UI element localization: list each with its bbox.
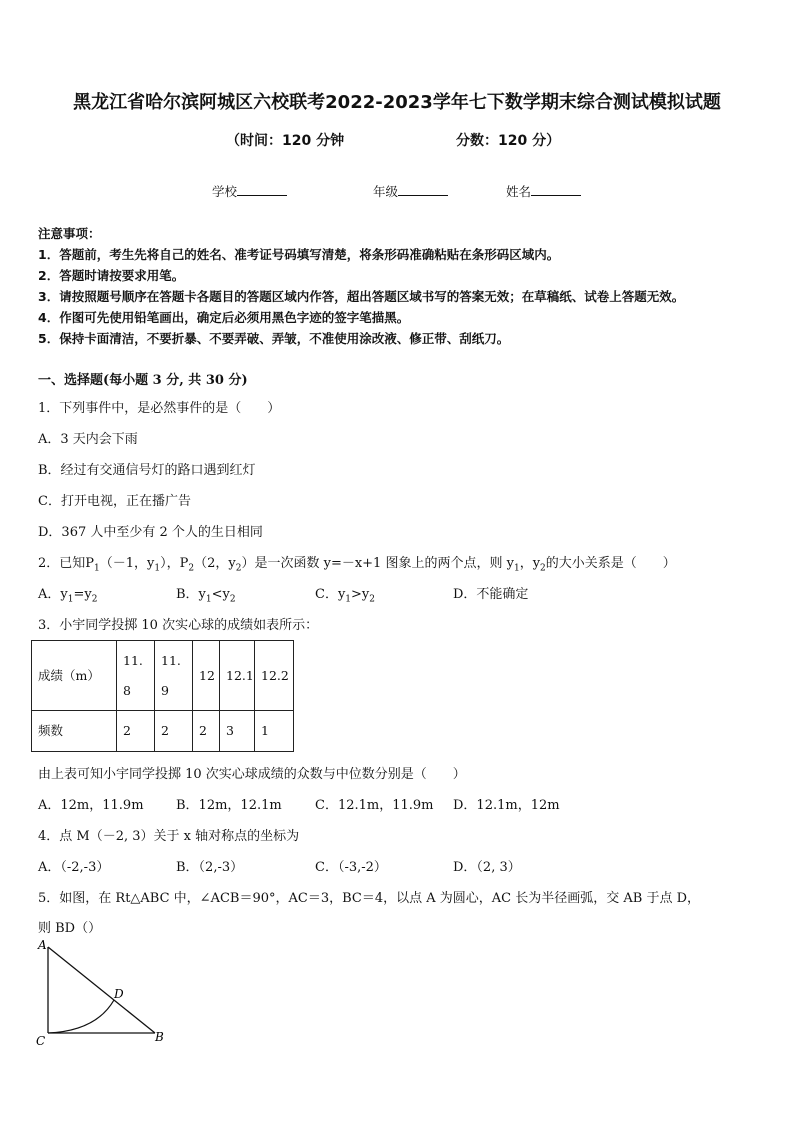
question-4-option-c: C．（-3,-2） — [315, 860, 387, 875]
table-cell: 2 — [117, 711, 155, 752]
school-field — [212, 182, 287, 200]
page-title: 黑龙江省哈尔滨阿城区六校联考2022-2023学年七下数学期末综合测试模拟试题 — [73, 92, 721, 113]
notice-item: 4．作图可先使用铅笔画出，确定后必须用黑色字迹的签字笔描黑。 — [38, 310, 410, 325]
question-4-option-a: A．（-2,-3） — [38, 860, 110, 875]
side-ab — [48, 947, 155, 1033]
exam-time: （时间：120 分钟 — [226, 133, 345, 149]
question-1-stem: 1．下列事件中，是必然事件的是（ ） — [38, 401, 281, 416]
notice-item: 1．答题前，考生先将自己的姓名、准考证号码填写清楚，将条形码准确粘贴在条形码区域内。 — [38, 247, 560, 262]
notice-item: 3．请按照题号顺序在答题卡各题目的答题区域内作答，超出答题区域书写的答案无效；在草稿纸、试卷上答题无效。 — [38, 289, 685, 304]
question-4-stem: 4．点 M（－2, 3）关于 x 轴对称点的坐标为 — [38, 829, 300, 844]
question-3-option-a: A．12m，11.9m — [38, 798, 144, 813]
table-cell: 12.2 — [255, 641, 294, 711]
question-4-option-b: B．（2,-3） — [176, 860, 244, 875]
table-header-cell: 成绩（m） — [32, 641, 117, 711]
grade-label: 年级 — [373, 184, 399, 199]
label-b: B — [155, 1030, 164, 1044]
table-cell: 2 — [155, 711, 193, 752]
label-a: A — [38, 938, 47, 952]
triangle-figure — [30, 935, 180, 1050]
question-2-option-b: B．$y_1<y_2$ — [176, 587, 236, 605]
question-1-option-b: B．经过有交通信号灯的路口遇到红灯 — [38, 463, 256, 478]
name-blank[interactable] — [531, 183, 581, 196]
table-cell: 3 — [220, 711, 255, 752]
question-1-option-a: A．3 天内会下雨 — [38, 432, 138, 447]
notice-title: 注意事项： — [38, 226, 101, 241]
school-blank[interactable] — [237, 183, 287, 196]
name-field — [506, 182, 581, 200]
arc-cd — [48, 1000, 114, 1033]
question-2-option-d: D．不能确定 — [453, 587, 529, 602]
school-label: 学校 — [212, 184, 238, 199]
question-3-option-c: C．12.1m，11.9m — [315, 798, 434, 813]
table-cell: 11. 8 — [117, 641, 155, 711]
table-header-cell: 频数 — [32, 711, 117, 752]
question-3-option-d: D．12.1m，12m — [453, 798, 560, 813]
question-2-stem: 2．已知$P_1(-1$，$y_1$），$P_2(2$，$y_2$）是一次函数 y=－x+1 图象上的两个点，则 $y_1$，$y_2$的大小关系是（ ） — [38, 556, 676, 574]
question-2-option-c: C．$y_1>y_2$ — [315, 587, 376, 605]
grade-field — [373, 182, 448, 200]
name-label: 姓名 — [506, 184, 532, 199]
notice-item: 5．保持卡面清洁，不要折暴、不要弄破、弄皱，不准使用涂改液、修正带、刮纸刀。 — [38, 331, 510, 346]
exam-score: 分数：120 分） — [456, 133, 561, 149]
question-2-option-a: A．$y_1=y_2$ — [38, 587, 98, 605]
section-heading: 一、选择题(每小题 3 分, 共 30 分) — [38, 373, 248, 388]
label-d: D — [114, 987, 124, 1001]
score-table — [31, 640, 294, 752]
table-cell: 11. 9 — [155, 641, 193, 711]
question-3-option-b: B．12m，12.1m — [176, 798, 282, 813]
question-5-stem: 5．如图，在 Rt△ABC 中，∠ACB＝90°，AC＝3，BC＝4，以点 A 为圆心，AC 长为半径画弧，交 AB 于点 D， — [38, 891, 700, 906]
grade-blank[interactable] — [398, 183, 448, 196]
question-1-option-c: C．打开电视，正在播广告 — [38, 494, 191, 509]
table-cell: 12 — [193, 641, 220, 711]
label-c: C — [36, 1034, 46, 1048]
question-3-stem: 3．小宇同学投掷 10 次实心球的成绩如表所示： — [38, 618, 319, 633]
table-cell: 2 — [193, 711, 220, 752]
notice-item: 2．答题时请按要求用笔。 — [38, 268, 185, 283]
table-cell: 1 — [255, 711, 294, 752]
question-4-option-d: D．（2, 3） — [453, 860, 521, 875]
question-5-stem-cont: 则 BD（） — [38, 921, 102, 936]
question-3-prompt: 由上表可知小宇同学投掷 10 次实心球成绩的众数与中位数分别是（ ） — [38, 767, 466, 782]
question-1-option-d: D．367 人中至少有 2 个人的生日相同 — [38, 525, 263, 540]
table-cell: 12.1 — [220, 641, 255, 711]
